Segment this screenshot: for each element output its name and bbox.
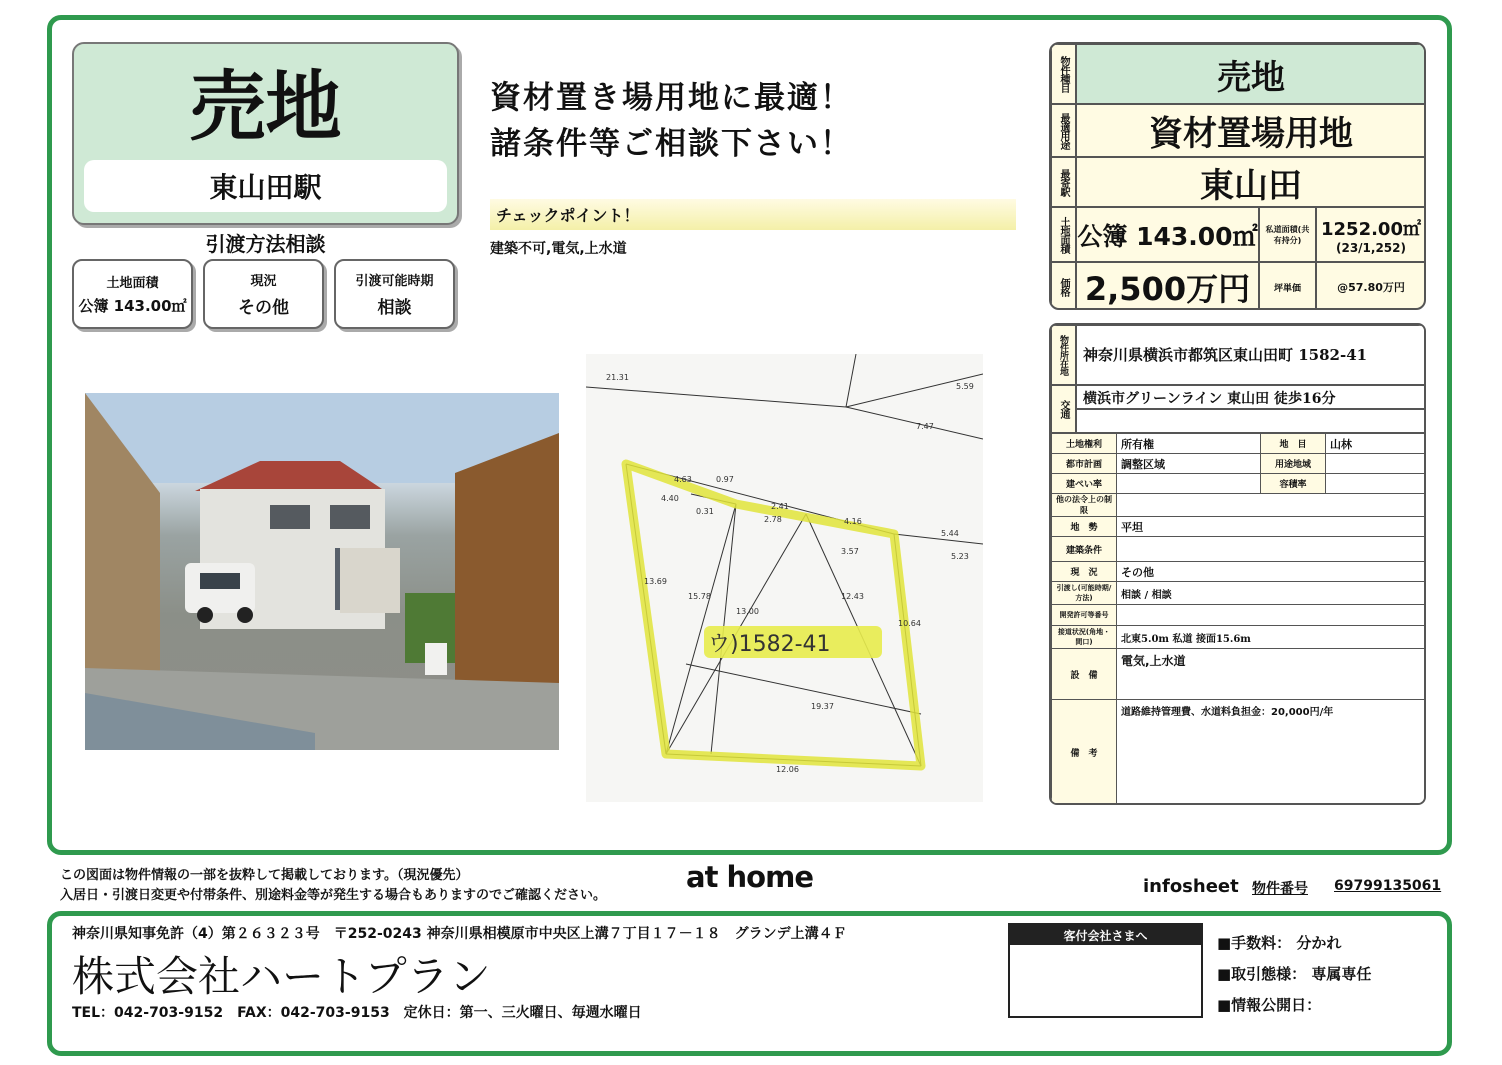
dim-10: 13.00 (736, 607, 759, 616)
transport-label: 交通 (1051, 385, 1076, 433)
spec-key: 都市計画 (1052, 454, 1117, 474)
spec-key: 用途地域 (1261, 454, 1326, 474)
spec-value (1117, 605, 1427, 626)
property-number: 69799135061 (1334, 878, 1442, 894)
mini-land-area-label: 土地面積 (106, 276, 159, 291)
dim-14: 19.37 (811, 702, 834, 711)
infosheet-label: infosheet (1143, 876, 1239, 897)
summary-station: 東山田 (1076, 157, 1426, 207)
label-usage: 最適用途 (1051, 104, 1076, 157)
spec-key: 引渡し(可能時期/方法) (1052, 582, 1117, 605)
summary-type: 売地 (1076, 44, 1426, 104)
summary-table (1049, 42, 1426, 310)
table-row (1052, 434, 1427, 454)
mini-land-area-value: 公簿 143.00㎡ (78, 297, 187, 315)
spec-value: 山林 (1326, 434, 1427, 454)
spec-key: 地 勢 (1052, 517, 1117, 537)
type-box (72, 42, 459, 225)
dim-16: 7.47 (916, 422, 934, 431)
mini-handover-label: 引渡可能時期 (355, 274, 434, 289)
headline-2: 諸条件等ご相談下さい！ (490, 126, 853, 162)
plot-plan-drawing (586, 354, 983, 802)
dim-8: 13.69 (644, 577, 667, 586)
spec-value: 所有権 (1117, 434, 1261, 454)
fee-terms: ■手数料： 分かれ (1217, 934, 1342, 952)
table-row (1052, 537, 1427, 562)
mini-handover-value: 相談 (377, 298, 412, 318)
private-road-value: 1252.00㎡ (1321, 218, 1421, 240)
transport-value: 横浜市グリーンライン 東山田 徒歩16分 (1076, 385, 1426, 409)
table-row (1052, 454, 1427, 474)
table-row (1052, 582, 1427, 605)
company-contact: TEL：042-703-9152 FAX：042-703-9153 定休日：第一、三火曜日、毎週水曜日 (72, 1005, 642, 1021)
type-label: 売地 (189, 61, 342, 151)
label-price: 価格 (1051, 262, 1076, 310)
spec-value (1326, 474, 1427, 494)
spec-key: 設 備 (1052, 649, 1117, 700)
label-station: 最寄駅 (1051, 157, 1076, 207)
mini-handover (334, 259, 455, 329)
tsubo-label: 坪単価 (1259, 262, 1316, 310)
summary-area: 公簿 143.00㎡ (1076, 207, 1259, 262)
table-row (1052, 626, 1427, 649)
dim-9: 15.78 (688, 592, 711, 601)
spec-value: 平坦 (1117, 517, 1427, 537)
dim-4: 0.31 (696, 507, 714, 516)
agent-stamp-title: 客付会社さまへ (1010, 925, 1201, 945)
spec-key: 土地権利 (1052, 434, 1117, 454)
spec-key: 開発許可等番号 (1052, 605, 1117, 626)
table-row (1052, 494, 1427, 517)
company-license: 神奈川県知事免許（4）第２６３２３号 〒252-0243 神奈川県相模原市中央区上溝７丁目１７－１８ グランデ上溝４Ｆ (72, 926, 847, 942)
tsubo-value: @57.80万円 (1316, 262, 1426, 310)
dim-0: 21.31 (606, 373, 629, 382)
mini-status (203, 259, 324, 329)
spec-value: 調整区域 (1117, 454, 1261, 474)
spec-value: 北東5.0m 私道 接面15.6m (1117, 626, 1427, 649)
spec-key: 建築条件 (1052, 537, 1117, 562)
spec-key: 建ぺい率 (1052, 474, 1117, 494)
photo-scene (85, 393, 559, 750)
dim-15: 12.06 (776, 765, 799, 774)
label-area: 土地面積 (1051, 207, 1076, 262)
mini-status-label: 現況 (250, 274, 277, 289)
station-label: 東山田駅 (84, 160, 447, 212)
checkpoint-text: 建築不可,電気,上水道 (490, 241, 627, 257)
spec-value: 電気,上水道 (1117, 649, 1427, 700)
table-row (1052, 474, 1427, 494)
location-label: 物件所在地 (1051, 325, 1076, 385)
spec-key: 接道状況(角地・間口) (1052, 626, 1117, 649)
dim-5: 2.41 (771, 502, 789, 511)
dim-1: 4.63 (674, 475, 692, 484)
delivery-note: 引渡方法相談 (205, 231, 326, 256)
transport-empty (1076, 409, 1426, 433)
summary-price: 2,500万円 (1076, 262, 1259, 310)
dim-6: 4.16 (844, 517, 862, 526)
dim-3: 4.40 (661, 494, 679, 503)
private-road-share: (23/1,252) (1335, 240, 1406, 255)
publish-date: ■情報公開日： (1217, 996, 1322, 1014)
lot-label: ウ)1582-41 (708, 632, 831, 657)
property-spec-table (1051, 433, 1426, 805)
table-row (1052, 517, 1427, 537)
mini-land-area (72, 259, 193, 329)
table-row (1052, 562, 1427, 582)
spec-value: その他 (1117, 562, 1427, 582)
dim-2: 0.97 (716, 475, 734, 484)
spec-key: 備 考 (1052, 700, 1117, 805)
headline-1: 資材置き場用地に最適！ (490, 80, 853, 116)
private-road-value-box (1316, 207, 1426, 262)
property-photo (85, 393, 559, 750)
table-row (1052, 649, 1427, 700)
spec-value (1117, 537, 1427, 562)
dim-11: 3.57 (841, 547, 859, 556)
dim-7: 5.44 (941, 529, 959, 538)
spec-key: 地 目 (1261, 434, 1326, 454)
dim-19: 2.78 (764, 515, 782, 524)
footer-note-1: この図面は物件情報の一部を抜粋して掲載しております。（現況優先） (60, 868, 469, 883)
property-number-label: 物件番号 (1252, 881, 1308, 897)
details-table (1049, 323, 1426, 805)
mini-status-value: その他 (238, 298, 289, 318)
dim-13: 10.64 (898, 619, 921, 628)
footer-note-2: 入居日・引渡日変更や付帯条件、別途料金等が発生する場合もありますのでご確認ください。 (60, 888, 607, 903)
table-row (1052, 605, 1427, 626)
spec-value (1117, 474, 1261, 494)
spec-value: 相談 / 相談 (1117, 582, 1427, 605)
athome-logo: at home (686, 860, 813, 894)
agent-stamp-box (1008, 923, 1203, 1018)
company-name: 株式会社ハートプラン (72, 952, 491, 1001)
location-value: 神奈川県横浜市都筑区東山田町 1582-41 (1076, 325, 1426, 385)
checkpoint-title: チェックポイント！ (490, 199, 1016, 230)
private-road-label: 私道面積(共有持分) (1259, 207, 1316, 262)
spec-value (1117, 494, 1427, 517)
dim-18: 5.23 (951, 552, 969, 561)
deal-type: ■取引態様： 専属専任 (1217, 965, 1372, 983)
spec-key: 容積率 (1261, 474, 1326, 494)
spec-key: 他の法令上の制限 (1052, 494, 1117, 517)
plot-plan (586, 354, 983, 802)
label-type: 物件種目 (1051, 44, 1076, 104)
dim-17: 5.59 (956, 382, 974, 391)
spec-key: 現 況 (1052, 562, 1117, 582)
spec-value: 道路維持管理費、水道料負担金：20,000円/年 (1117, 700, 1427, 805)
summary-usage: 資材置場用地 (1076, 104, 1426, 157)
table-row (1052, 700, 1427, 805)
spec-value (1326, 454, 1427, 474)
dim-12: 12.43 (841, 592, 864, 601)
